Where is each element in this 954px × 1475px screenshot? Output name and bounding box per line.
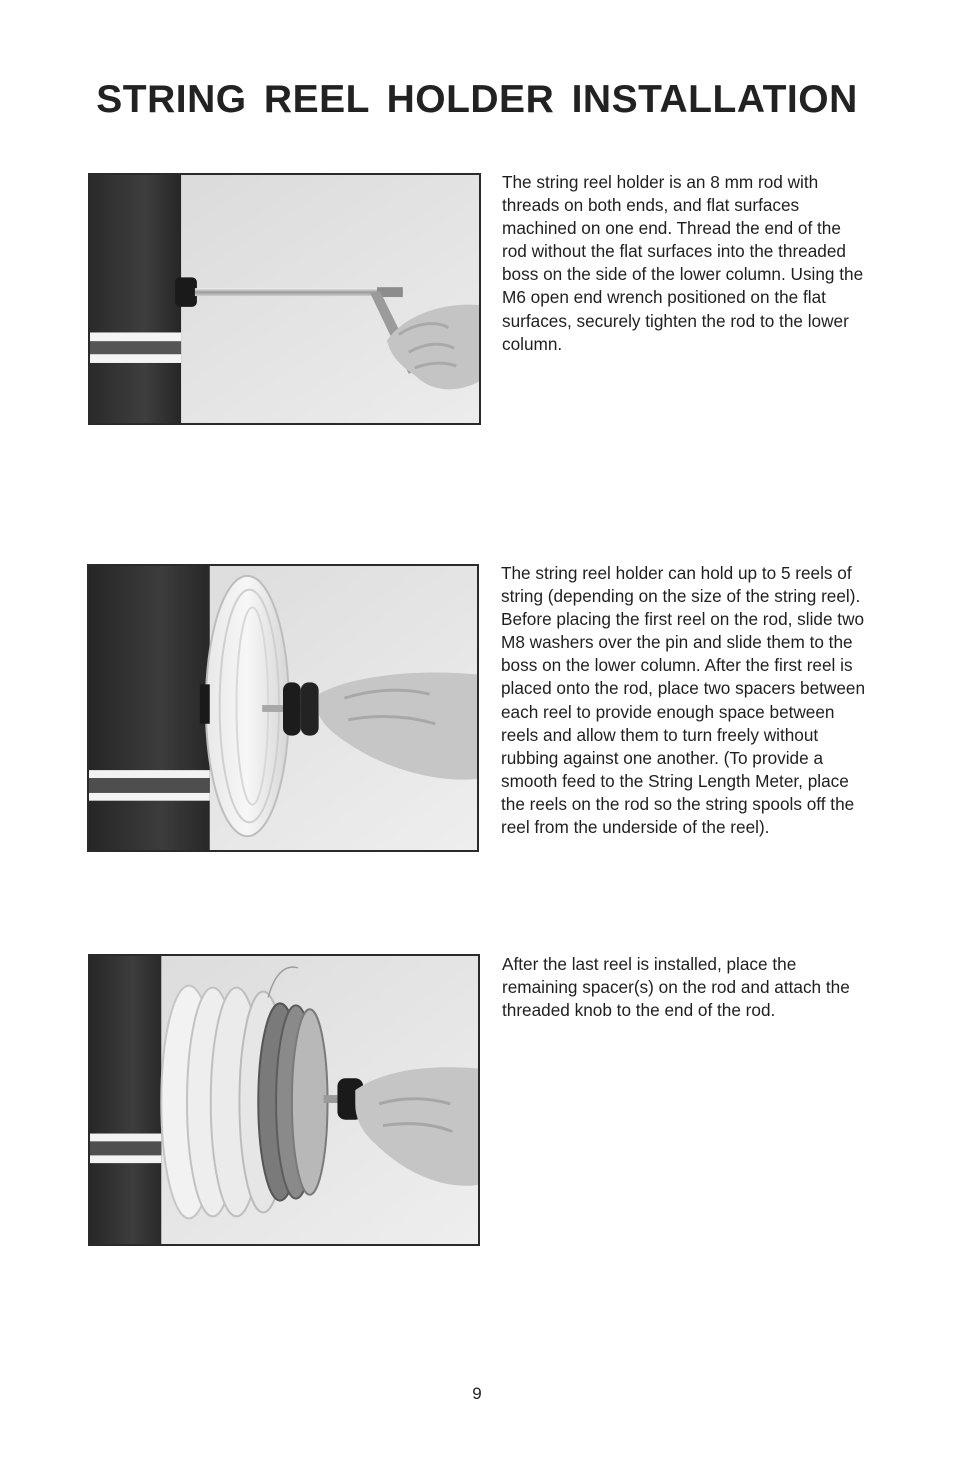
reel-and-spacers-photo [87, 564, 479, 852]
step-3-text: After the last reel is installed, place the remaining spacer(s) on the rod and attach the threaded knob to the end of the rod. [502, 954, 850, 1021]
step-2-text: The string reel holder can hold up to 5 reels of string (depending on the size of the string reel). Before placing the first reel on the rod, slide two M8 washers over the pin and slide them to the boss on the lower column. After the first reel is placed onto the rod, place two spacers between each reel to provide enough space between reels and allow them to turn freely without rubbing against one another. (To provide a smooth feed to the String Length Meter, place the reels on the rod so the string spools off the reel from the underside of the reel). [501, 563, 866, 838]
page-number: 9 [472, 1384, 482, 1403]
step-1-text: The string reel holder is an 8 mm rod with threads on both ends, and flat surfaces machined on one end. Thread the end of the rod without the flat surfaces into the threaded boss on the side of the lower column. Using the M6 open end wrench positioned on the flat surfaces, securely tighten the rod to the lower column. [502, 172, 864, 354]
page-title: STRING REEL HOLDER INSTALLATION [96, 78, 858, 121]
knob-installation-photo [88, 954, 480, 1246]
rod-installation-photo [88, 173, 481, 425]
